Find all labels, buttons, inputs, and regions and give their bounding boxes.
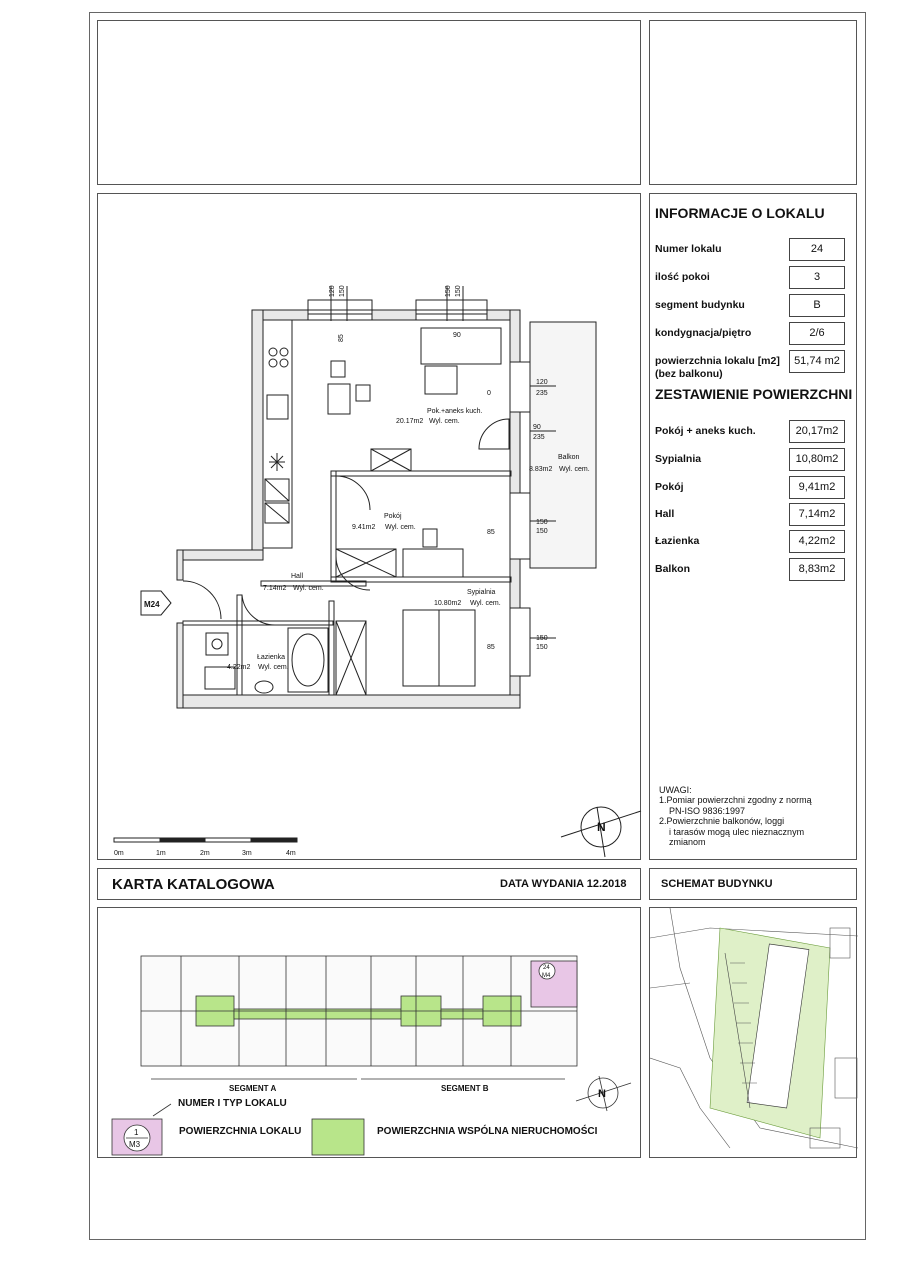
area-row-pokoj: Pokój 9,41m2 bbox=[655, 476, 850, 500]
info-value-kondygnacja: 2/6 bbox=[789, 322, 845, 345]
north-arrow-small-icon: N bbox=[598, 1088, 606, 1100]
area-row-hall: Hall 7,14m2 bbox=[655, 503, 850, 527]
dim-zero: 0 bbox=[487, 390, 491, 397]
dim-win3-a: 150 bbox=[536, 635, 548, 642]
info-row-pokoi: ilość pokoi 3 bbox=[655, 266, 850, 290]
site-plan bbox=[650, 908, 858, 1159]
scale-0: 0m bbox=[114, 850, 124, 857]
dim-win1-a: 120 bbox=[536, 379, 548, 386]
dim-win2-b: 150 bbox=[536, 528, 548, 535]
info-row-kondygnacja: kondygnacja/piętro 2/6 bbox=[655, 322, 850, 346]
legend-pow-lokalu: POWIERZCHNIA LOKALU bbox=[179, 1126, 302, 1137]
scheme-title-bar bbox=[649, 868, 857, 900]
site-plan-panel bbox=[649, 907, 857, 1158]
info-value-segment: B bbox=[789, 294, 845, 317]
north-arrow-icon: N bbox=[597, 820, 606, 834]
catalog-title-bar bbox=[97, 868, 641, 900]
info-value-numer: 24 bbox=[789, 238, 845, 261]
dim-win1-b: 235 bbox=[536, 390, 548, 397]
floor-key-drawing bbox=[98, 908, 642, 1159]
room-label-sypialnia: Sypialnia bbox=[467, 589, 496, 596]
scale-4: 4m bbox=[286, 850, 296, 857]
legend-sample-number: 1 bbox=[134, 1128, 139, 1137]
area-row-balkon: Balkon 8,83m2 bbox=[655, 558, 850, 582]
room-area-sypialnia: 10.80m2 bbox=[434, 600, 462, 607]
room-floor-lazienka: Wyl. cem. bbox=[258, 664, 289, 671]
catalog-title: KARTA KATALOGOWA bbox=[112, 876, 275, 893]
info-title: INFORMACJE O LOKALU bbox=[655, 205, 825, 221]
floor-plan-panel bbox=[97, 193, 641, 860]
unit-marker-type: M4 bbox=[542, 973, 551, 979]
dim-door-a: 90 bbox=[533, 424, 541, 431]
unit-tag: M24 bbox=[144, 600, 160, 609]
areas-title: ZESTAWIENIE POWIERZCHNI bbox=[655, 386, 853, 402]
header-blank-left bbox=[97, 20, 641, 185]
legend-numer-typ: NUMER I TYP LOKALU bbox=[178, 1098, 287, 1109]
info-value-powierzchnia: 51,74 m2 bbox=[789, 350, 845, 373]
info-row-numer: Numer lokalu 24 bbox=[655, 238, 850, 262]
room-area-hall: 7.14m2 bbox=[263, 585, 287, 592]
info-value-pokoi: 3 bbox=[789, 266, 845, 289]
scale-3: 3m bbox=[242, 850, 252, 857]
issue-date: DATA WYDANIA 12.2018 bbox=[500, 878, 627, 890]
segment-a-label: SEGMENT A bbox=[229, 1084, 277, 1093]
info-row-segment: segment budynku B bbox=[655, 294, 850, 318]
dim-sill-top2: 90 bbox=[453, 332, 461, 339]
room-label-lazienka: Łazienka bbox=[257, 654, 286, 661]
unit-marker-number: 24 bbox=[543, 965, 550, 971]
room-floor-pokoj: Wyl. cem. bbox=[385, 524, 416, 531]
room-floor-sypialnia: Wyl. cem. bbox=[470, 600, 501, 607]
dim-top-left-b: 150 bbox=[339, 285, 346, 297]
legend-pow-wspolna: POWIERZCHNIA WSPÓLNA NIERUCHOMOŚCI bbox=[377, 1126, 598, 1137]
room-area-pokoj: 9.41m2 bbox=[352, 524, 376, 531]
segment-b-label: SEGMENT B bbox=[441, 1084, 489, 1093]
dim-top-right-b: 150 bbox=[455, 285, 462, 297]
room-floor-hall: Wyl. cem. bbox=[293, 585, 324, 592]
area-row-sypialnia: Sypialnia 10,80m2 bbox=[655, 448, 850, 472]
header-blank-right bbox=[649, 20, 857, 185]
room-area-lazienka: 4.22m2 bbox=[227, 664, 251, 671]
dim-win2-a: 150 bbox=[536, 519, 548, 526]
room-label-pokoj: Pokój bbox=[384, 513, 402, 520]
notes: UWAGI: 1.Pomiar powierzchni zgodny z normą PN-ISO 9836:1997 2.Powierzchnie balkonów, loggi i tarasów mogą ulec nieznacznym zmianom bbox=[659, 785, 812, 848]
room-area-kitchen: 20.17m2 bbox=[396, 418, 424, 425]
area-row-pokoj-aneks: Pokój + aneks kuch. 20,17m2 bbox=[655, 420, 850, 444]
dim-sill-top: 85 bbox=[338, 334, 345, 342]
room-label-kitchen: Pok.+aneks kuch. bbox=[427, 408, 483, 415]
area-row-lazienka: Łazienka 4,22m2 bbox=[655, 530, 850, 554]
room-floor-balcony: Wyl. cem. bbox=[559, 466, 590, 473]
dim-sill1: 85 bbox=[487, 529, 495, 536]
floor-plan bbox=[98, 194, 642, 861]
scale-1: 1m bbox=[156, 850, 166, 857]
dim-top-left-a: 120 bbox=[329, 285, 336, 297]
scale-2: 2m bbox=[200, 850, 210, 857]
dim-win3-b: 150 bbox=[536, 644, 548, 651]
building-scheme-title: SCHEMAT BUDYNKU bbox=[661, 878, 773, 890]
room-floor-kitchen: Wyl. cem. bbox=[429, 418, 460, 425]
dim-door-b: 235 bbox=[533, 434, 545, 441]
room-area-balcony: 8.83m2 bbox=[529, 466, 553, 473]
room-label-balcony: Balkon bbox=[558, 454, 580, 461]
room-label-hall: Hall bbox=[291, 573, 304, 580]
legend-sample-type: M3 bbox=[129, 1140, 141, 1149]
floor-key-panel bbox=[97, 907, 641, 1158]
dim-top-right-a: 150 bbox=[445, 285, 452, 297]
dim-sill2: 85 bbox=[487, 644, 495, 651]
info-row-powierzchnia: powierzchnia lokalu [m2] (bez balkonu) 51,74 m2 bbox=[655, 350, 850, 380]
